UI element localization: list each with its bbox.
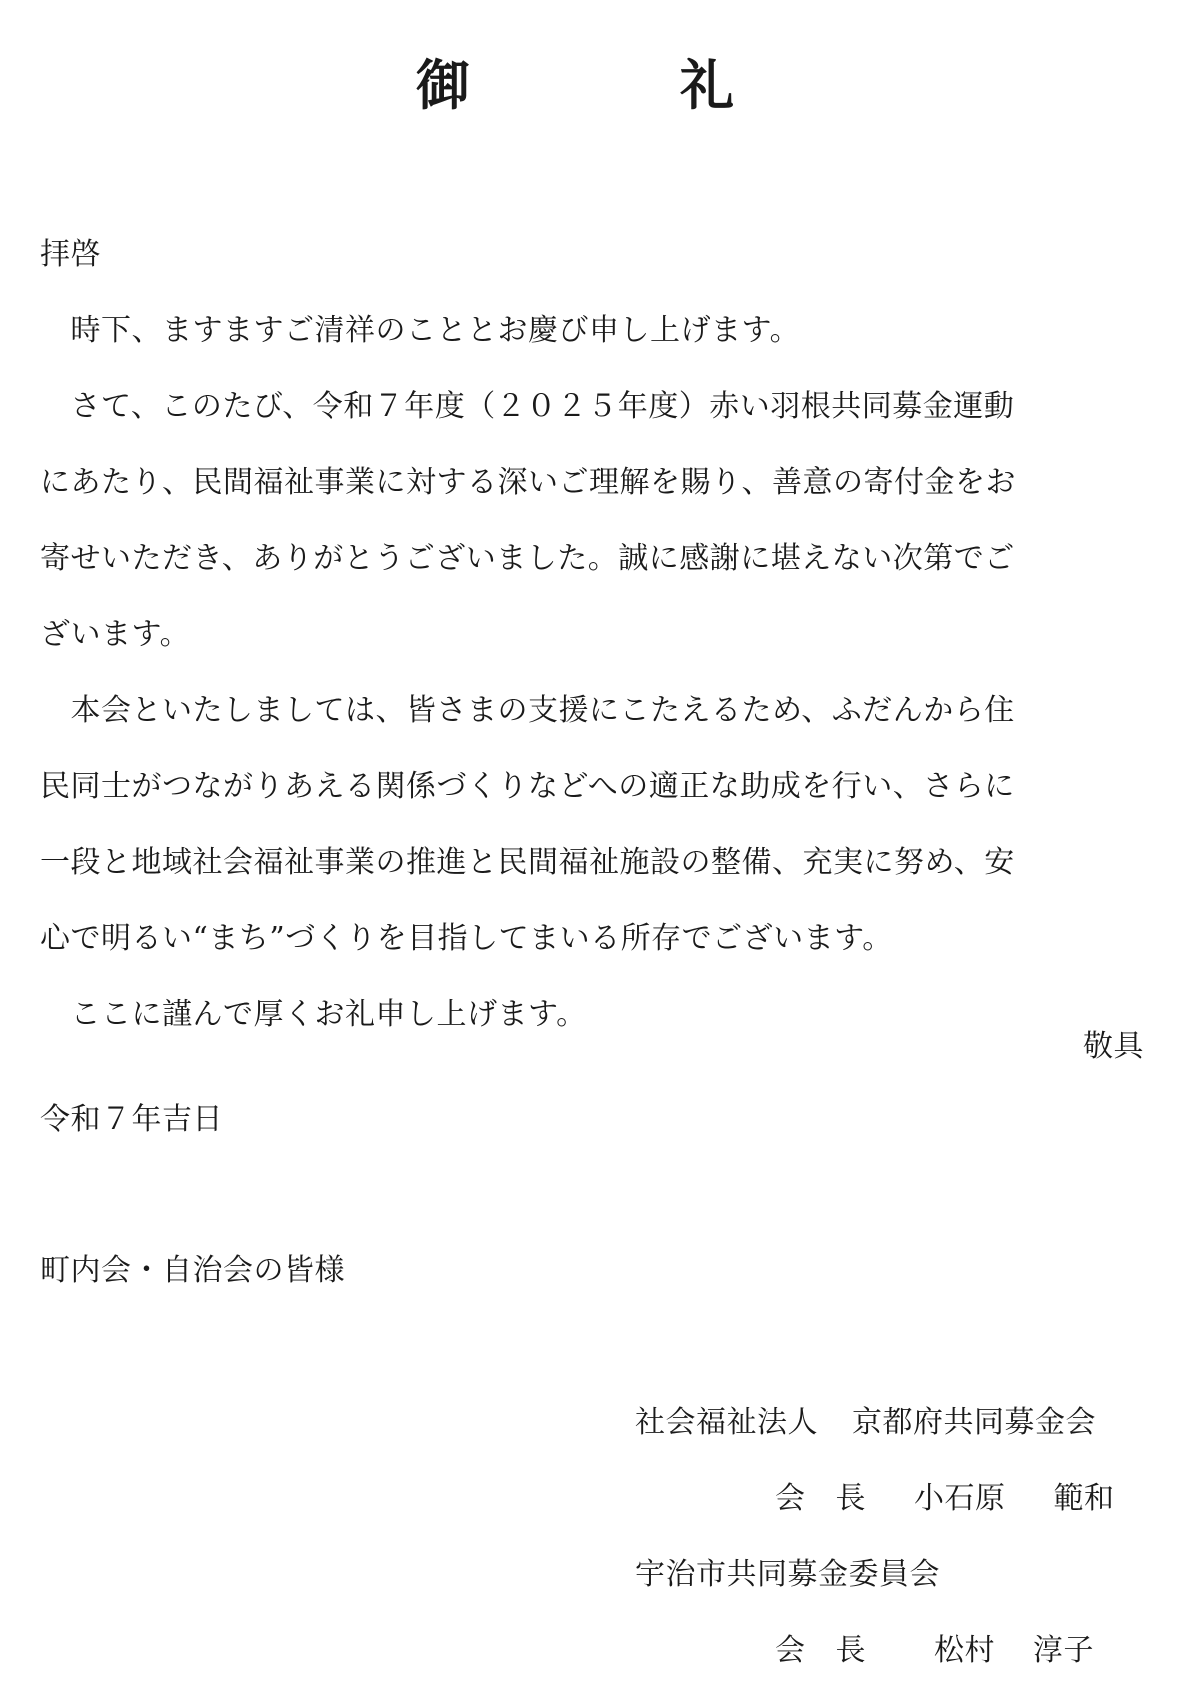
salutation: 拝啓	[40, 237, 101, 272]
paragraph-2-line-2: にあたり、民間福祉事業に対する深いご理解を賜り、善意の寄付金をお	[40, 465, 1016, 500]
paragraph-3-line-4: 心で明るい“まち”づくりを目指してまいる所存でございます。	[40, 921, 893, 956]
paragraph-4-line-1: ここに謹んで厚くお礼申し上げます。	[40, 997, 587, 1032]
signatory-1-given-name: 範和	[1053, 1481, 1115, 1516]
paragraph-3-line-3: 一段と地域社会福祉事業の推進と民間福祉施設の整備、充実に努め、安	[40, 845, 1015, 880]
signatory-1-org-name: 京都府共同募金会	[852, 1405, 1096, 1440]
letter-date: 令和７年吉日	[40, 1102, 223, 1137]
signatory-2-title-char-2: 長	[835, 1633, 866, 1668]
signatory-1-org-type: 社会福祉法人	[635, 1405, 818, 1440]
signatory-2-title-char-1: 会	[775, 1633, 806, 1668]
recipient: 町内会・自治会の皆様	[40, 1253, 345, 1288]
signatory-1-family-name: 小石原	[914, 1481, 1006, 1516]
signatory-1-chair	[775, 1481, 1115, 1516]
closing: 敬具	[1083, 1029, 1144, 1064]
signatory-2-given-name: 淳子	[1033, 1633, 1094, 1668]
paragraph-2-line-3: 寄せいただき、ありがとうございました。誠に感謝に堪えない次第でご	[40, 541, 1015, 576]
signatory-2-organization: 宇治市共同募金委員会	[635, 1557, 940, 1592]
signatory-1-title-char-2: 長	[835, 1481, 866, 1516]
title-char-2: 礼	[680, 53, 944, 117]
paragraph-3-line-2: 民同士がつながりあえる関係づくりなどへの適正な助成を行い、さらに	[40, 769, 1015, 804]
signatory-2-chair	[775, 1633, 1094, 1668]
paragraph-1-line-1: 時下、ますますご清祥のこととお慶び申し上げます。	[40, 313, 801, 348]
paragraph-2-line-4: ざいます。	[40, 617, 191, 652]
title-char-1: 御	[416, 53, 680, 117]
signatory-1-title-char-1: 会	[775, 1481, 806, 1516]
signatory-1-organization	[635, 1405, 1096, 1440]
signatory-2-family-name: 松村	[934, 1633, 995, 1668]
paragraph-3-line-1: 本会といたしましては、皆さまの支援にこたえるため、ふだんから住	[40, 693, 1015, 728]
paragraph-2-line-1: さて、このたび、令和７年度（２０２５年度）赤い羽根共同募金運動	[40, 389, 1015, 424]
letter-title	[416, 53, 944, 117]
